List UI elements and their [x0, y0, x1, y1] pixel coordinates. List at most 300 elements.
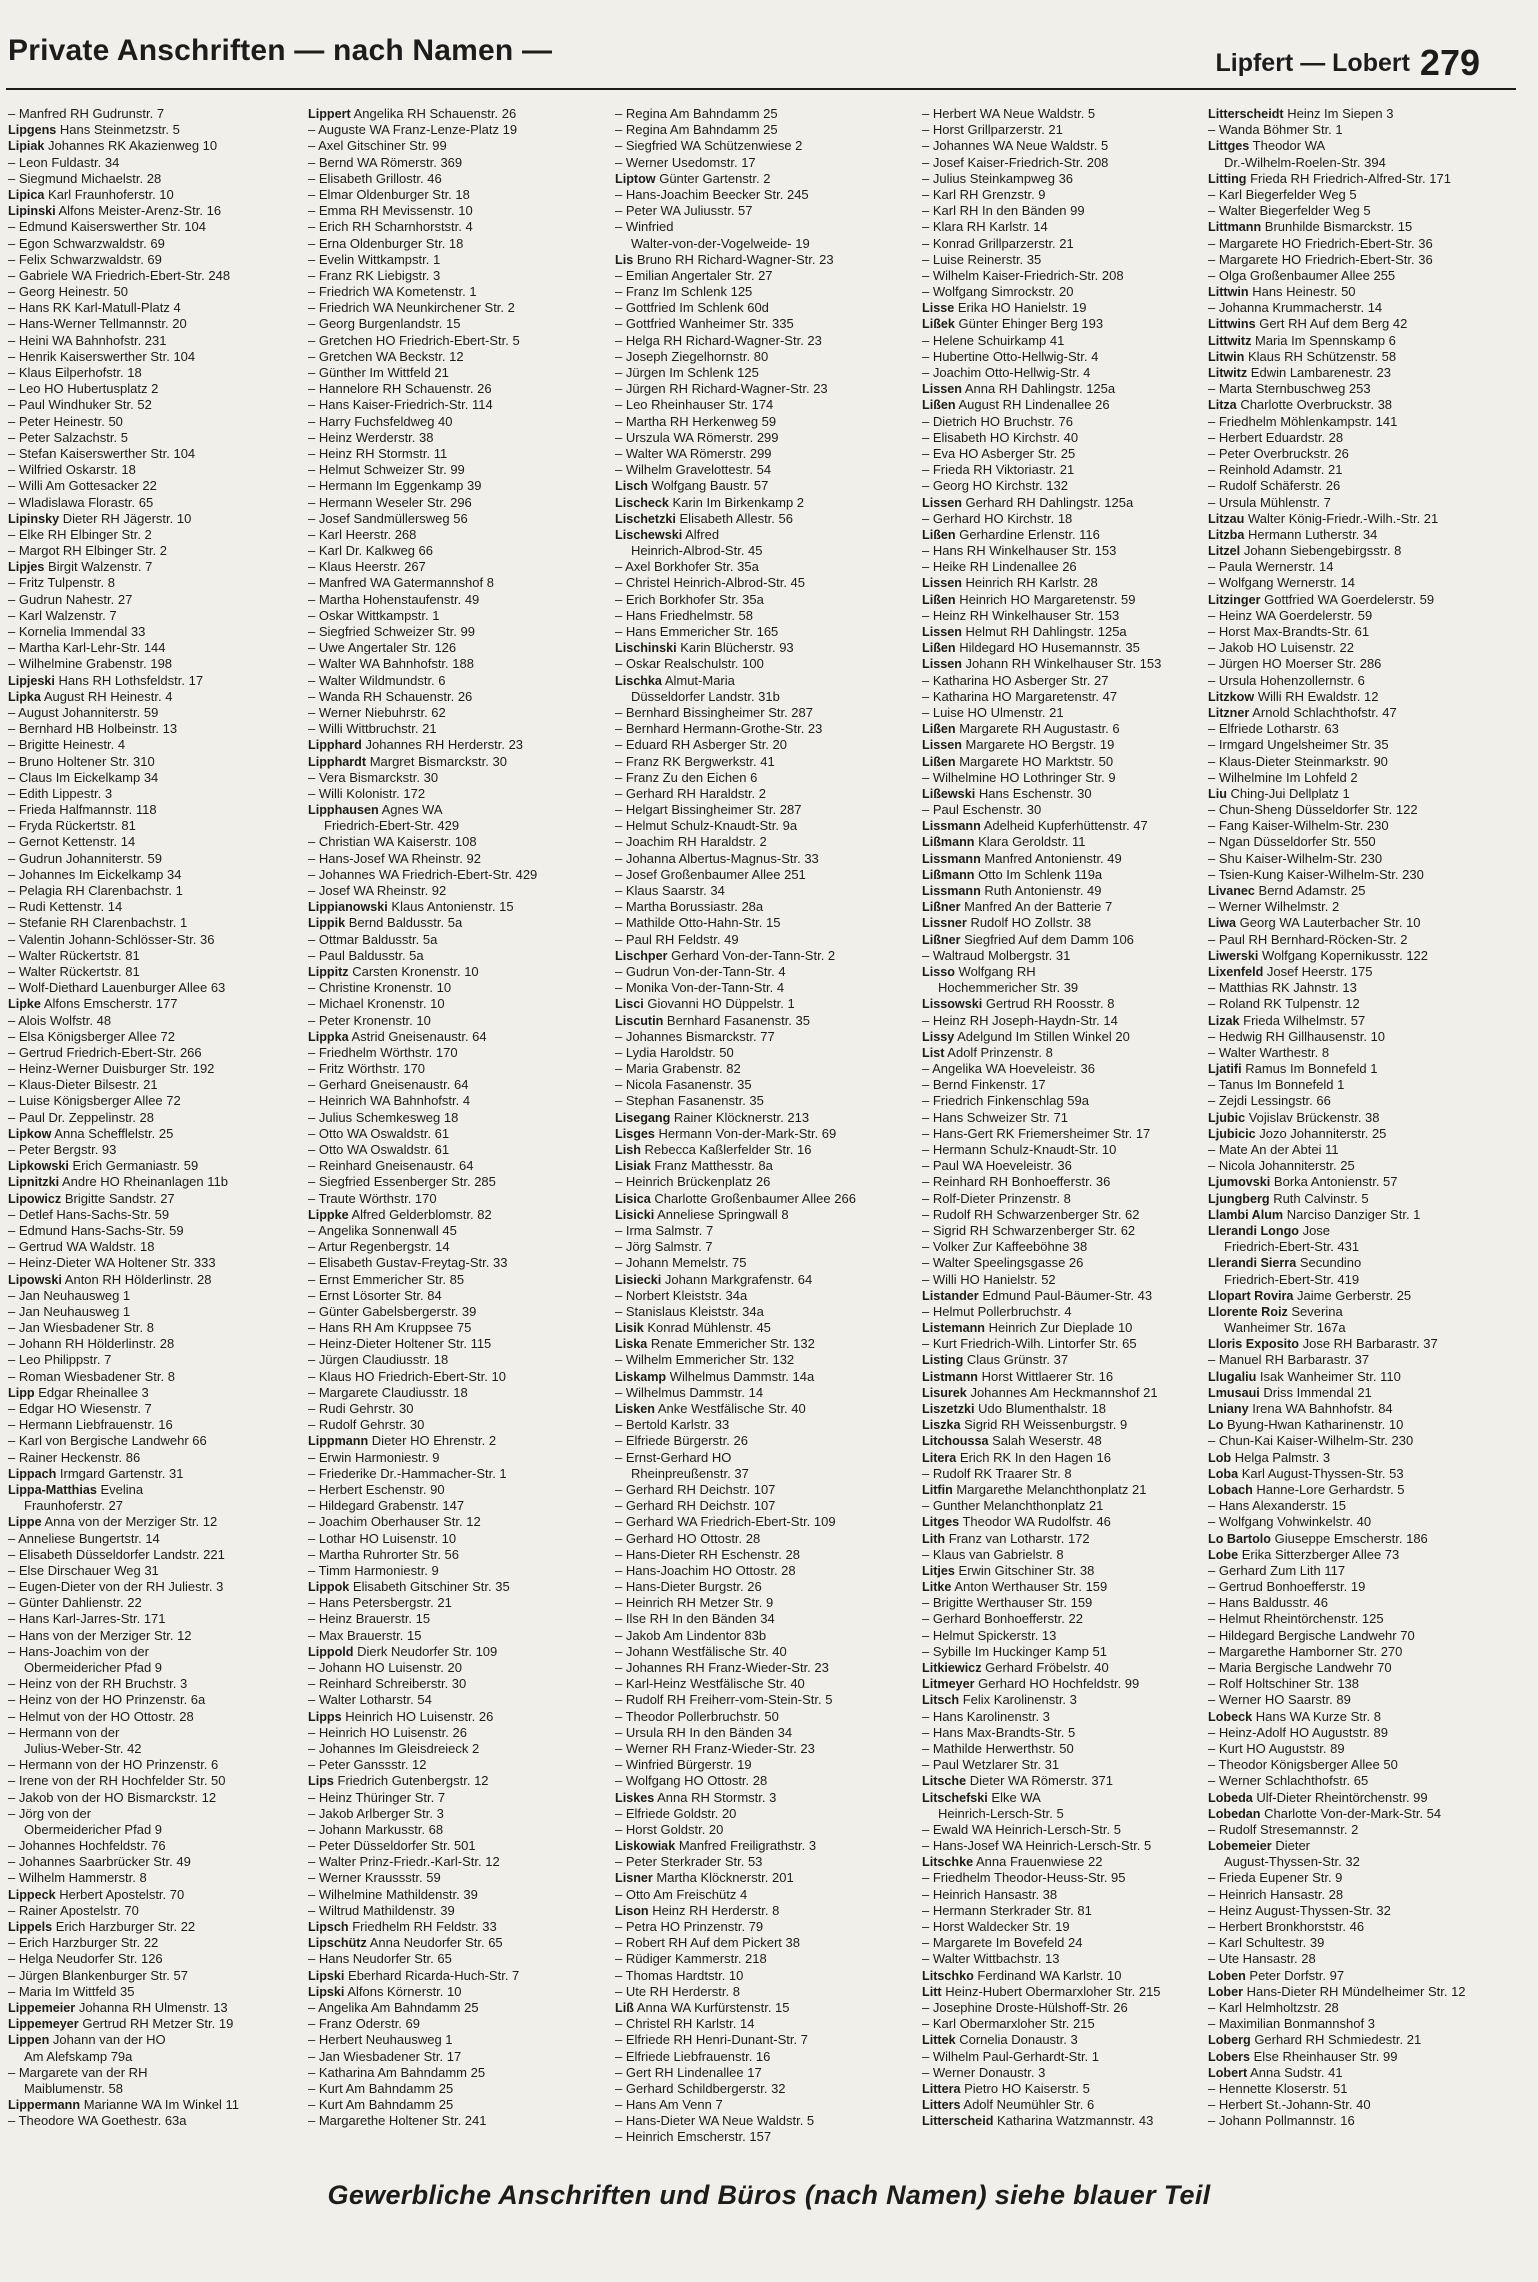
- listing-entry: [1208, 1191, 1492, 1207]
- entry-details: Wolfgang Kopernikusstr. 122: [1262, 947, 1429, 963]
- entry-details: Angelika RH Schauenstr. 26: [353, 106, 517, 121]
- entry-details: – Ernst Lösorter Str. 84: [308, 1287, 442, 1303]
- listing-entry: [922, 1304, 1206, 1320]
- listing-entry: [1208, 608, 1492, 624]
- listing-entry: [8, 1450, 292, 1466]
- entry-details: – Walter Rückertstr. 81: [8, 963, 140, 979]
- listing-entry: [8, 915, 292, 931]
- listing-entry: [922, 349, 1206, 365]
- entry-details: – Leo Rheinhauser Str. 174: [615, 397, 774, 413]
- listing-entry: [308, 1968, 592, 1984]
- listing-entry: [308, 640, 592, 656]
- entry-details: – Herbert St.-Johann-Str. 40: [1208, 2097, 1371, 2113]
- listing-entry: [308, 592, 592, 608]
- entry-details: – Gerhard RH Deichstr. 107: [615, 1498, 776, 1514]
- entry-details: – Horst Grillparzerstr. 21: [922, 122, 1063, 138]
- entry-details: – Willi Kolonistr. 172: [308, 785, 426, 801]
- listing-entry: [308, 1628, 592, 1644]
- entry-details: – Konrad Grillparzerstr. 21: [922, 235, 1074, 251]
- listing-entry: [922, 252, 1206, 268]
- listing-entry: [922, 1045, 1206, 1061]
- page-number: 279: [1419, 42, 1480, 83]
- entry-details: – Hans-Joachim HO Ottostr. 28: [615, 1562, 796, 1578]
- entry-details: Pietro HO Kaiserstr. 5: [964, 2080, 1090, 2096]
- listing-entry: [1208, 980, 1492, 996]
- listing-entry: [308, 673, 592, 689]
- listing-entry: [1208, 1417, 1492, 1433]
- listing-entry: [8, 1757, 292, 1773]
- listing-entry: [8, 559, 292, 575]
- entry-details: – Urszula WA Römerstr. 299: [615, 429, 779, 445]
- listing-entry: [8, 1158, 292, 1174]
- surname: Liu: [1208, 786, 1227, 801]
- listing-entry: [8, 689, 292, 705]
- listing-entry: [922, 1822, 1206, 1838]
- entry-details: – Elisabeth HO Kirchstr. 40: [922, 429, 1079, 445]
- listing-entry: [615, 397, 899, 413]
- listing-entry: [308, 883, 592, 899]
- entry-details: Obermeidericher Pfad 9: [24, 1821, 163, 1837]
- entry-details: – Hans-Gert RK Friemersheimer Str. 17: [922, 1125, 1151, 1141]
- surname: Lißewski: [922, 786, 976, 801]
- entry-details: – Theodor Königsberger Allee 50: [1208, 1757, 1398, 1773]
- entry-details: – Johannes WA Friedrich-Ebert-Str. 429: [308, 866, 538, 882]
- entry-details: – Peter Bergstr. 93: [8, 1142, 117, 1157]
- entry-details: Rebecca Kaßlerfelder Str. 16: [644, 1142, 812, 1157]
- listing-entry: [615, 818, 899, 834]
- listing-entry: [8, 187, 292, 203]
- listing-entry: [308, 219, 592, 235]
- entry-details: – Herbert Neuhausweg 1: [308, 2032, 453, 2048]
- entry-details: – Rudolf RH Schwarzenberger Str. 62: [922, 1206, 1140, 1222]
- surname: Liskes: [615, 1790, 655, 1805]
- surname: Llerandi Longo: [1208, 1223, 1299, 1238]
- entry-details: August-Thyssen-Str. 32: [1224, 1854, 1360, 1870]
- surname: Lisurek: [922, 1385, 967, 1400]
- entry-details: – Karl RH In den Bänden 99: [922, 203, 1085, 219]
- listing-entry: [308, 1531, 592, 1547]
- entry-details: Horst Wittlaerer Str. 16: [981, 1368, 1114, 1384]
- listing-entry: [1208, 1595, 1492, 1611]
- listing-entry: [8, 1369, 292, 1385]
- listing-entry: [615, 187, 899, 203]
- entry-details: Manfred Freiligrathstr. 3: [678, 1838, 817, 1854]
- listing-entry: [922, 1773, 1206, 1789]
- surname: Lippka: [308, 1029, 349, 1044]
- entry-details: Hanne-Lore Gerhardstr. 5: [1256, 1481, 1405, 1497]
- listing-entry: [615, 2113, 899, 2129]
- listing-entry: [615, 1709, 899, 1725]
- entry-details: – Klaus HO Friedrich-Ebert-Str. 10: [308, 1368, 506, 1384]
- entry-details: Günter Ehinger Berg 193: [958, 316, 1104, 332]
- entry-details: – Jan Neuhausweg 1: [8, 1303, 131, 1319]
- listing-entry: [308, 1757, 592, 1773]
- listing-entry: [922, 656, 1206, 672]
- listing-entry: [1208, 1709, 1492, 1725]
- listing-entry: [922, 300, 1206, 316]
- entry-details: Hermann Von-der-Mark-Str. 69: [658, 1125, 837, 1141]
- listing-entry: [8, 1142, 292, 1158]
- listing-entry: [8, 122, 292, 138]
- listing-entry: [8, 1077, 292, 1093]
- entry-details: – Heinrich Hansastr. 28: [1208, 1886, 1344, 1902]
- listing-entry: [308, 365, 592, 381]
- surname: Liszka: [922, 1418, 961, 1433]
- entry-details: Renate Emmericher Str. 132: [650, 1336, 815, 1352]
- entry-details: Wolfgang Baustr. 57: [651, 478, 769, 494]
- listing-entry: [1208, 1757, 1492, 1773]
- entry-details: – Wolf-Diethard Lauenburger Allee 63: [8, 980, 226, 996]
- listing-entry: [1208, 2016, 1492, 2032]
- entry-details: – Ursula Hohenzollernstr. 6: [1208, 672, 1365, 688]
- entry-details: – August Johanniterstr. 59: [8, 704, 159, 720]
- listing-entry: [615, 2097, 899, 2113]
- entry-details: – Sybille Im Huckinger Kamp 51: [922, 1643, 1107, 1659]
- listing-entry: [308, 478, 592, 494]
- listing-entry: [615, 171, 899, 187]
- surname: Litzkow: [1208, 689, 1255, 704]
- listing-entry: [308, 1450, 592, 1466]
- entry-details: – Herbert Bronkhorststr. 46: [1208, 1919, 1365, 1934]
- entry-details: – Rolf-Dieter Prinzenstr. 8: [922, 1190, 1071, 1206]
- listing-entry: [615, 2049, 899, 2065]
- listing-entry: [615, 219, 899, 235]
- listing-entry: [1208, 1239, 1492, 1255]
- surname: Lipnitzki: [8, 1175, 60, 1190]
- entry-details: – Paul Wetzlarer Str. 31: [922, 1757, 1060, 1773]
- listing-entry: [1208, 1579, 1492, 1595]
- entry-details: – Marta Sternbuschweg 253: [1208, 381, 1371, 397]
- listing-entry: [8, 640, 292, 656]
- listing-entry: [1208, 365, 1492, 381]
- surname: Lissen: [922, 625, 962, 639]
- entry-details: Gerhard Fröbelstr. 40: [985, 1660, 1109, 1675]
- entry-details: – Gunther Melanchthonplatz 21: [922, 1498, 1104, 1514]
- surname: Litting: [1208, 171, 1247, 186]
- listing-entry: [615, 236, 899, 252]
- surname: Lissmann: [922, 884, 981, 898]
- entry-details: Helmut RH Dahlingstr. 125a: [965, 624, 1127, 639]
- entry-details: – Lydia Haroldstr. 50: [615, 1044, 734, 1060]
- listing-entry: [308, 236, 592, 252]
- entry-details: – Heinrich WA Bahnhofstr. 4: [308, 1093, 471, 1109]
- listing-entry: [8, 2032, 292, 2048]
- listing-entry: [308, 802, 592, 818]
- entry-details: Johann van der HO: [52, 2032, 166, 2048]
- surname: Litkiewicz: [922, 1661, 982, 1675]
- entry-details: – Rudolf RH Freiherr-vom-Stein-Str. 5: [615, 1692, 833, 1708]
- entry-details: – Werner Donaustr. 3: [922, 2064, 1046, 2080]
- entry-details: – Rainer Apostelstr. 70: [8, 1902, 139, 1918]
- entry-details: – Reinhard Schreiberstr. 30: [308, 1676, 467, 1692]
- listing-entry: [1208, 1806, 1492, 1822]
- listing-entry: [615, 1272, 899, 1288]
- entry-details: Rheinpreußenstr. 37: [631, 1465, 749, 1481]
- entry-details: – Siegmund Michaelstr. 28: [8, 170, 162, 186]
- entry-details: – Ernst Emmericher Str. 85: [308, 1271, 465, 1287]
- entry-details: Borka Antonienstr. 57: [1273, 1174, 1398, 1190]
- listing-entry: [1208, 316, 1492, 332]
- entry-details: – Margarete HO Friedrich-Ebert-Str. 36: [1208, 235, 1433, 251]
- surname: Liskowiak: [615, 1839, 676, 1854]
- entry-details: Hans RH Lothsfeldstr. 17: [58, 672, 204, 688]
- entry-details: – Brigitte Heinestr. 4: [8, 737, 126, 753]
- entry-details: – Katharina HO Asberger Str. 27: [922, 672, 1109, 688]
- entry-details: Margret Bismarckstr. 30: [369, 753, 507, 769]
- entry-details: Erwin Gitschiner Str. 38: [958, 1562, 1095, 1578]
- surname: Llugaliu: [1208, 1369, 1257, 1384]
- entry-details: – Kurt Am Bahndamm 25: [308, 2097, 454, 2113]
- listing-column-1: [8, 106, 292, 2146]
- surname: Lissowski: [922, 997, 983, 1012]
- entry-details: Adolf Neumühler Str. 6: [963, 2097, 1095, 2113]
- entry-details: – Emilian Angertaler Str. 27: [615, 267, 773, 283]
- listing-entry: [615, 721, 899, 737]
- entry-details: – Johannes RH Franz-Wieder-Str. 23: [615, 1660, 829, 1675]
- listing-entry: [1208, 640, 1492, 656]
- listing-entry: [922, 1417, 1206, 1433]
- entry-details: Heinrich-Lersch-Str. 5: [938, 1805, 1064, 1821]
- surname: Loba: [1208, 1466, 1239, 1481]
- surname: Lo Bartolo: [1208, 1531, 1271, 1546]
- entry-details: – Bernhard Bissingheimer Str. 287: [615, 704, 813, 720]
- entry-details: – Gerhard Zum Lith 117: [1208, 1562, 1346, 1578]
- entry-details: – Winfried Bürgerstr. 19: [615, 1757, 752, 1773]
- entry-details: – Eduard RH Asberger Str. 20: [615, 737, 787, 753]
- listing-entry: [1208, 511, 1492, 527]
- entry-details: Anna Schefflelstr. 25: [54, 1125, 174, 1141]
- listing-entry: [1208, 1110, 1492, 1126]
- listing-entry: [8, 1482, 292, 1498]
- listing-entry: [8, 1207, 292, 1223]
- listing-entry: [615, 834, 899, 850]
- listing-entry: [922, 1951, 1206, 1967]
- listing-entry: [308, 996, 592, 1012]
- listing-entry: [308, 1239, 592, 1255]
- entry-details: – Hans Max-Brandts-Str. 5: [922, 1724, 1076, 1740]
- entry-details: – Reinhard Gneisenaustr. 64: [308, 1158, 474, 1174]
- listing-entry: [308, 1385, 592, 1401]
- listing-entry: [922, 1725, 1206, 1741]
- listing-entry: [615, 1984, 899, 2000]
- listing-entry: [922, 851, 1206, 867]
- listing-entry: [8, 1595, 292, 1611]
- listing-entry: [922, 1207, 1206, 1223]
- entry-details: Dr.-Wilhelm-Roelen-Str. 394: [1224, 154, 1386, 170]
- listing-entry: [615, 138, 899, 154]
- listing-entry: [922, 1887, 1206, 1903]
- surname: Lipphard: [308, 738, 362, 753]
- entry-details: Friedhelm RH Feldstr. 33: [352, 1919, 497, 1934]
- listing-entry: [1208, 1450, 1492, 1466]
- entry-details: Konrad Mühlenstr. 45: [647, 1320, 771, 1336]
- listing-entry: [1208, 478, 1492, 494]
- surname: Lober: [1208, 1984, 1243, 1999]
- listing-entry: [1208, 495, 1492, 511]
- listing-entry: [922, 559, 1206, 575]
- listing-entry: [615, 948, 899, 964]
- entry-details: – Elfriede Goldstr. 20: [615, 1805, 737, 1821]
- entry-details: – Edmund Hans-Sachs-Str. 59: [8, 1222, 184, 1238]
- listing-entry: [8, 397, 292, 413]
- entry-details: Karl August-Thyssen-Str. 53: [1241, 1465, 1404, 1481]
- entry-details: Anton RH Hölderlinstr. 28: [64, 1271, 212, 1287]
- entry-details: Gerhardine Erlenstr. 116: [959, 526, 1100, 542]
- listing-entry: [922, 219, 1206, 235]
- listing-entry: [1208, 1482, 1492, 1498]
- listing-entry: [922, 1401, 1206, 1417]
- listing-entry: [615, 446, 899, 462]
- entry-details: – Hans Am Venn 7: [615, 2097, 723, 2113]
- entry-details: – Georg Burgenlandstr. 15: [308, 316, 461, 332]
- entry-details: – Edith Lippestr. 3: [8, 785, 113, 801]
- entry-details: – Günter Gabelsbergerstr. 39: [308, 1303, 477, 1319]
- listing-entry: [1208, 1741, 1492, 1757]
- surname: Litfin: [922, 1482, 953, 1497]
- listing-entry: [615, 624, 899, 640]
- listing-entry: [1208, 786, 1492, 802]
- listing-entry: [1208, 543, 1492, 559]
- entry-details: – Johannes Im Eickelkamp 34: [8, 866, 182, 882]
- entry-details: – Martha RH Herkenweg 59: [615, 413, 777, 429]
- surname: Lipski: [308, 1984, 345, 1999]
- entry-details: – Karl Helmholtzstr. 28: [1208, 1999, 1339, 2015]
- entry-details: Helga Palmstr. 3: [1234, 1449, 1331, 1465]
- entry-details: – Hans Karolinenstr. 3: [922, 1708, 1050, 1724]
- listing-entry: [8, 1126, 292, 1142]
- listing-entry: [1208, 1433, 1492, 1449]
- surname: Ljatifi: [1208, 1062, 1242, 1077]
- listing-entry: [922, 1498, 1206, 1514]
- entry-details: – Margarethe Hamborner Str. 270: [1208, 1643, 1403, 1659]
- listing-entry: [615, 284, 899, 300]
- surname: Lißen: [922, 754, 956, 769]
- listing-entry: [615, 203, 899, 219]
- listing-entry: [615, 899, 899, 915]
- entry-details: Maria Im Spennskamp 6: [1255, 332, 1396, 348]
- surname: Lloris Exposito: [1208, 1337, 1299, 1352]
- surname: Lipski: [308, 1968, 345, 1983]
- listing-entry: [922, 1450, 1206, 1466]
- entry-details: Klara Geroldstr. 11: [978, 834, 1086, 850]
- entry-details: Johann Markgrafenstr. 64: [664, 1271, 813, 1287]
- surname: Litzel: [1208, 544, 1241, 559]
- surname: Llorente Roiz: [1208, 1304, 1288, 1319]
- listing-entry: [308, 867, 592, 883]
- entry-details: – Horst Max-Brandts-Str. 61: [1208, 624, 1370, 639]
- listing-entry: [308, 1547, 592, 1563]
- surname: Lisges: [615, 1126, 655, 1141]
- entry-details: – Julius Steinkampweg 36: [922, 170, 1074, 186]
- entry-details: – Heinrich Hansastr. 38: [922, 1886, 1058, 1902]
- entry-details: – Heinrich HO Luisenstr. 26: [308, 1724, 467, 1740]
- entry-details: – Klaus van Gabrielstr. 8: [922, 1546, 1064, 1562]
- entry-details: – Evelin Wittkampstr. 1: [308, 251, 441, 267]
- entry-details: – Hans-Werner Tellmannstr. 20: [8, 316, 187, 332]
- surname: Lisse: [922, 301, 955, 316]
- listing-entry: [8, 1029, 292, 1045]
- entry-details: – Felix Schwarzwaldstr. 69: [8, 251, 162, 267]
- listing-entry: [8, 1870, 292, 1886]
- entry-details: – Irmgard Ungelsheimer Str. 35: [1208, 737, 1389, 753]
- entry-details: – Angelika Am Bahndamm 25: [308, 1999, 479, 2015]
- entry-details: – Jürgen HO Moerser Str. 286: [1208, 656, 1382, 672]
- entry-details: – Jürgen Blankenburger Str. 57: [8, 1967, 188, 1983]
- entry-details: Alfred: [685, 526, 720, 542]
- entry-details: – Werner Wilhelmstr. 2: [1208, 899, 1340, 915]
- listing-entry: [922, 640, 1206, 656]
- entry-details: – Hermann Sterkrader Str. 81: [922, 1902, 1092, 1918]
- entry-details: Am Alefskamp 79a: [24, 2048, 133, 2064]
- listing-entry: [8, 851, 292, 867]
- listing-entry: [615, 802, 899, 818]
- entry-details: – Helene Schuirkamp 41: [922, 332, 1065, 348]
- listing-entry: [615, 1304, 899, 1320]
- surname: Lobe: [1208, 1547, 1239, 1562]
- listing-entry: [615, 1450, 899, 1466]
- entry-details: Jozo Johanniterstr. 25: [1259, 1125, 1387, 1141]
- surname: Lobert: [1208, 2065, 1248, 2080]
- listing-entry: [615, 1158, 899, 1174]
- entry-details: – Hans-Josef WA Rheinstr. 92: [308, 850, 481, 866]
- surname: Lipinsky: [8, 511, 60, 526]
- listing-entry: [922, 721, 1206, 737]
- listing-entry: [308, 834, 592, 850]
- entry-details: Alfons Emscherstr. 177: [43, 996, 178, 1012]
- entry-details: – Georg Heinestr. 50: [8, 284, 128, 300]
- entry-details: Heinrich RH Karlstr. 28: [965, 575, 1098, 591]
- entry-details: – Edgar HO Wiesenstr. 7: [8, 1401, 152, 1416]
- entry-details: Anna RH Stormstr. 3: [657, 1789, 777, 1805]
- entry-details: – Friedhelm Möhlenkampstr. 141: [1208, 413, 1398, 429]
- surname: Lisiecki: [615, 1272, 662, 1287]
- entry-details: – Rüdiger Kammerstr. 218: [615, 1951, 767, 1967]
- entry-details: – Harry Fuchsfeldweg 40: [308, 413, 453, 429]
- listing-entry: [1208, 397, 1492, 413]
- listing-entry: [922, 2000, 1206, 2016]
- surname: Listemann: [922, 1321, 985, 1336]
- listing-entry: [308, 964, 592, 980]
- surname: Litzinger: [1208, 592, 1261, 607]
- listing-entry: [922, 446, 1206, 462]
- entry-details: – Edmund Kaiserswerther Str. 104: [8, 219, 206, 235]
- entry-details: – Hans Petersbergstr. 21: [308, 1595, 452, 1611]
- listing-entry: [615, 1093, 899, 1109]
- entry-details: Julius-Weber-Str. 42: [24, 1740, 142, 1756]
- entry-details: – Elfriede RH Henri-Dunant-Str. 7: [615, 2032, 808, 2048]
- entry-details: Ruth Calvinstr. 5: [1273, 1190, 1369, 1206]
- listing-entry: [922, 1903, 1206, 1919]
- listing-entry: [922, 1757, 1206, 1773]
- listing-entry: [615, 414, 899, 430]
- entry-details: Jose RH Barbarastr. 37: [1302, 1336, 1438, 1352]
- entry-details: Gertrud RH Roosstr. 8: [985, 996, 1115, 1012]
- entry-details: – Theodore WA Goethestr. 63a: [8, 2113, 187, 2129]
- listing-entry: [615, 1320, 899, 1336]
- entry-details: – Axel Borkhofer Str. 35a: [615, 559, 759, 575]
- entry-details: – Jakob von der HO Bismarckstr. 12: [8, 1789, 217, 1805]
- entry-details: Ramus Im Bonnefeld 1: [1245, 1061, 1378, 1077]
- listing-entry: [922, 1482, 1206, 1498]
- entry-details: – Karl RH Grenzstr. 9: [922, 186, 1046, 202]
- listing-entry: [8, 754, 292, 770]
- entry-details: – Horst Waldecker Str. 19: [922, 1919, 1070, 1934]
- entry-details: Josef Heerstr. 175: [1266, 963, 1373, 979]
- listing-entry: [308, 2113, 592, 2129]
- entry-details: – Franz Im Schlenk 125: [615, 284, 753, 300]
- entry-details: – Franz Oderstr. 69: [308, 2016, 420, 2032]
- listing-entry: [8, 349, 292, 365]
